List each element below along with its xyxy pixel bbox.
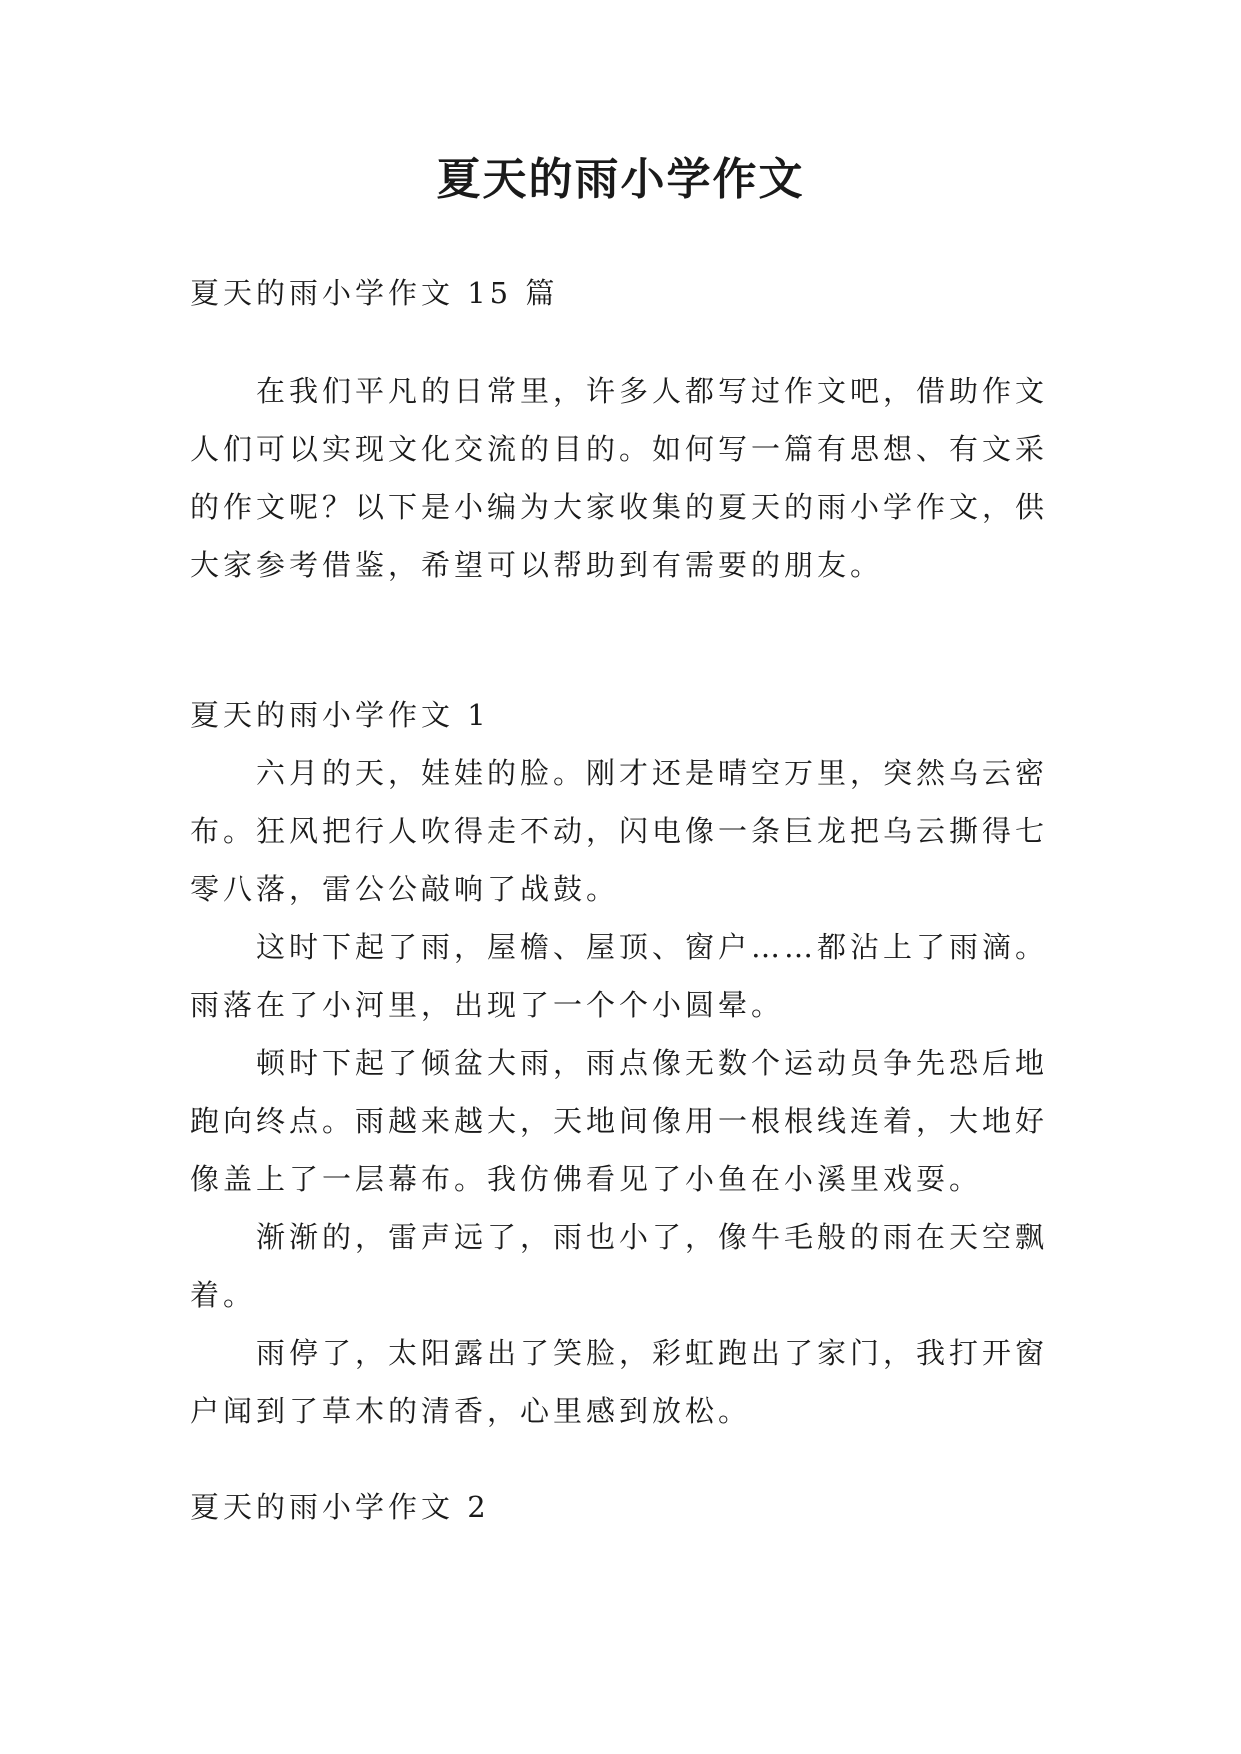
intro-line: 大家参考借鉴，希望可以帮助到有需要的朋友。 [190, 548, 884, 582]
paragraph-line: 这时下起了雨，屋檐、屋顶、窗户……都沾上了雨滴。 [256, 930, 1049, 964]
paragraph-line: 着。 [190, 1278, 257, 1312]
intro-line: 在我们平凡的日常里，许多人都写过作文吧，借助作文 [256, 374, 1049, 408]
paragraph-line: 雨落在了小河里，出现了一个个小圆晕。 [190, 988, 785, 1022]
document-title: 夏天的雨小学作文 [436, 154, 805, 205]
paragraph-line: 跑向终点。雨越来越大，天地间像用一根根线连着，大地好 [190, 1104, 1049, 1138]
paragraph-line: 顿时下起了倾盆大雨，雨点像无数个运动员争先恐后地 [256, 1046, 1049, 1080]
intro-line: 人们可以实现文化交流的目的。如何写一篇有思想、有文采 [190, 432, 1049, 466]
paragraph-line: 六月的天，娃娃的脸。刚才还是晴空万里，突然乌云密 [256, 756, 1049, 790]
essay-heading-text: 夏天的雨小学作文 1 [190, 698, 490, 732]
essay-1-heading [190, 686, 1070, 744]
paragraph-line: 像盖上了一层幕布。我仿佛看见了小鱼在小溪里戏耍。 [190, 1162, 983, 1196]
paragraph-line: 零八落，雷公公敲响了战鼓。 [190, 872, 620, 906]
paragraph-line: 雨停了，太阳露出了笑脸，彩虹跑出了家门，我打开窗 [256, 1336, 1049, 1370]
paragraph-line: 布。狂风把行人吹得走不动，闪电像一条巨龙把乌云撕得七 [190, 814, 1049, 848]
essay-1-body [190, 744, 1070, 1440]
essay-heading-text: 夏天的雨小学作文 2 [190, 1490, 490, 1524]
subtitle-text: 夏天的雨小学作文 15 篇 [190, 276, 559, 310]
intro-paragraph [190, 362, 1070, 594]
paragraph-line: 渐渐的，雷声远了，雨也小了，像牛毛般的雨在天空飘 [256, 1220, 1049, 1254]
essay-2-heading [190, 1478, 1070, 1536]
paragraph-line: 户闻到了草木的清香，心里感到放松。 [190, 1394, 752, 1428]
document-subtitle [190, 264, 1070, 322]
intro-line: 的作文呢？以下是小编为大家收集的夏天的雨小学作文，供 [190, 490, 1049, 524]
